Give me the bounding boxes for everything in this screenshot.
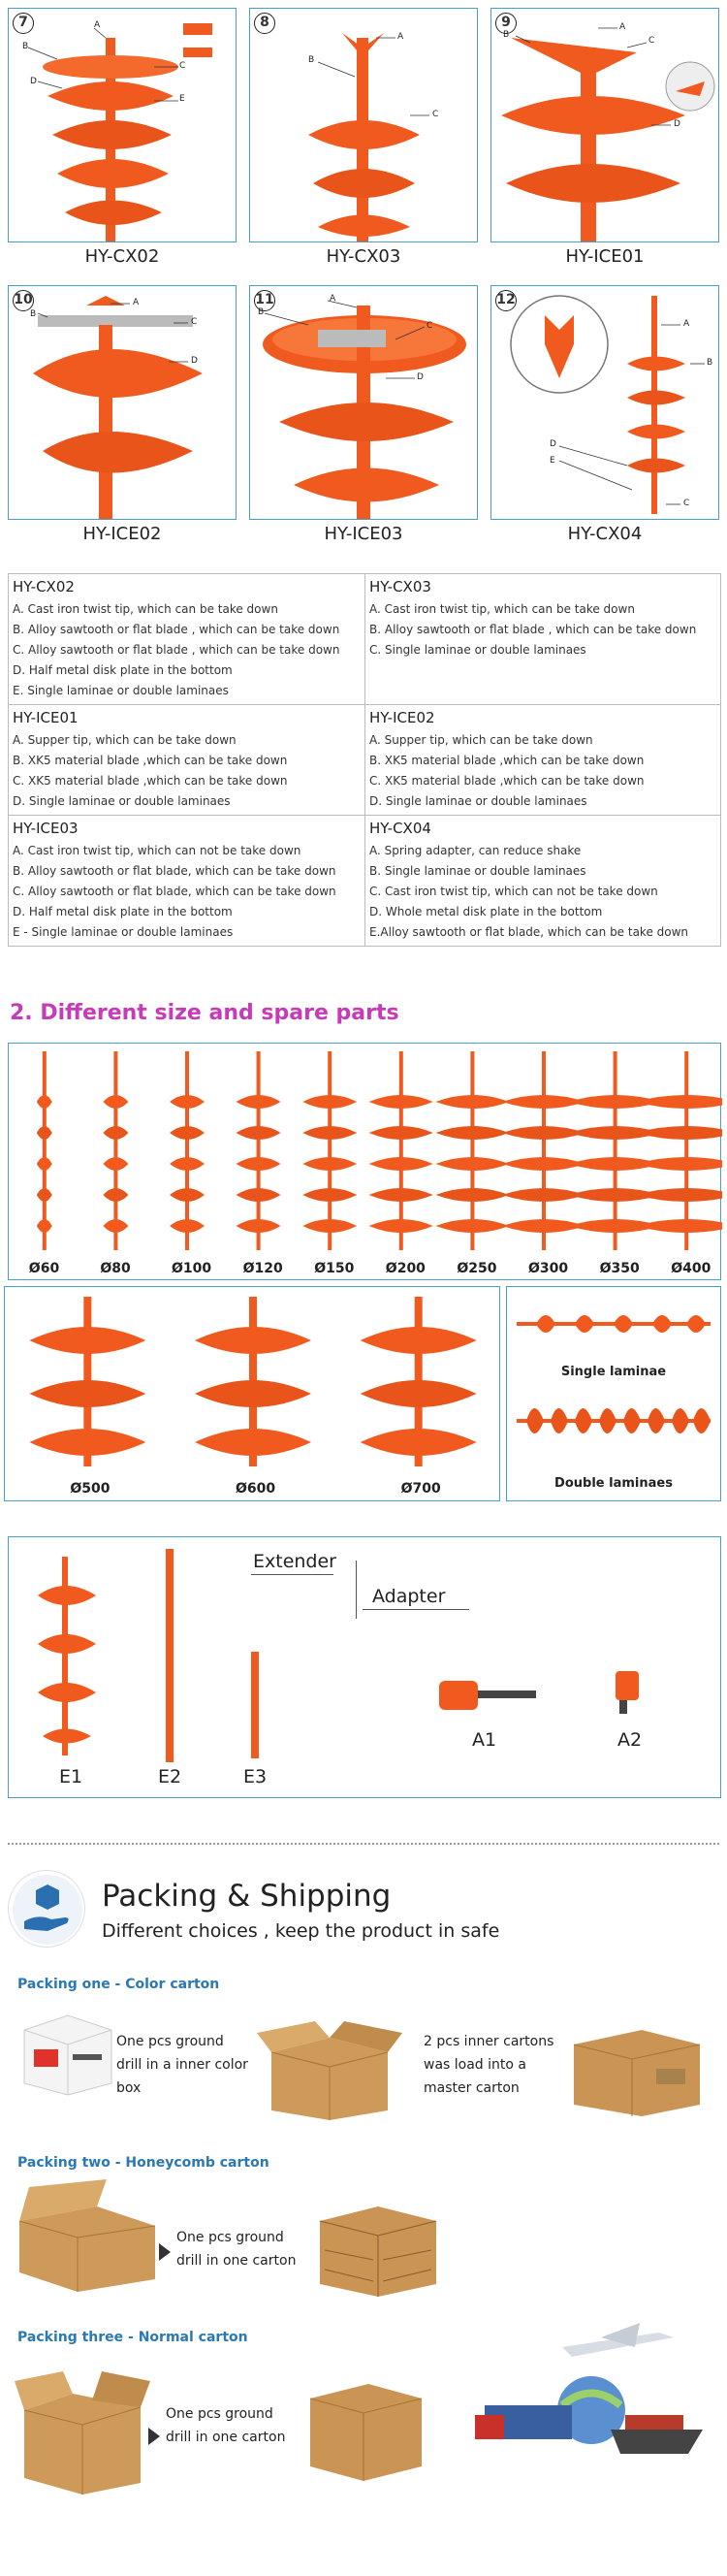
spec-model-title: HY-ICE01	[13, 709, 79, 726]
product-image-ice03	[249, 285, 478, 520]
spec-model-title: HY-ICE02	[369, 709, 435, 726]
size-label: Ø200	[385, 1261, 426, 1276]
large-auger-1	[29, 1297, 145, 1466]
auger-7	[435, 1051, 509, 1250]
size-label: Ø100	[172, 1261, 212, 1276]
product-image-cx02	[8, 8, 237, 242]
color-box-image	[15, 2006, 116, 2098]
hand-box-icon	[9, 1871, 86, 1948]
callout-c: C	[179, 61, 186, 71]
spec-model-title: HY-ICE03	[13, 820, 79, 837]
spec-model-title: HY-CX03	[369, 578, 431, 596]
spec-item: D. Half metal disk plate in the bottom	[13, 663, 233, 677]
normal-carton-image	[15, 2367, 150, 2497]
large-auger-illustration	[5, 1287, 501, 1502]
callout-c: C	[432, 110, 439, 119]
auger-9	[569, 1051, 662, 1250]
callout-b: B	[707, 358, 713, 368]
auger-illustration	[250, 9, 478, 242]
size-label: Ø300	[528, 1261, 569, 1276]
spec-cell	[364, 574, 720, 704]
product-card-cx04	[490, 285, 719, 557]
packing-three-heading: Packing three - Normal carton	[17, 2330, 248, 2345]
callout-c: C	[427, 321, 433, 331]
a2-label: A2	[617, 1729, 643, 1751]
callout-d: D	[417, 372, 424, 382]
callout-b: B	[503, 30, 510, 40]
card-number: 7	[13, 13, 34, 34]
packing-three-text: One pcs ground drill in one carton	[166, 2406, 286, 2445]
callout-a: A	[397, 32, 404, 42]
callout-c: C	[683, 499, 690, 508]
size-range-illustration	[9, 1044, 722, 1281]
master-carton-image	[564, 2025, 705, 2117]
spec-item: B. XK5 material blade ,which can be take down	[369, 754, 645, 767]
spec-item: A. Supper tip, which can be take down	[13, 733, 237, 747]
model-caption: HY-ICE03	[324, 524, 403, 544]
spec-item: D. Half metal disk plate in the bottom	[13, 905, 233, 918]
spec-item: C. XK5 material blade ,which can be take down	[13, 774, 288, 788]
product-card-ice01	[490, 8, 719, 279]
auger-10	[635, 1051, 722, 1250]
size-label: Ø700	[400, 1481, 441, 1497]
honeycomb-carton-image	[10, 2177, 170, 2294]
card-number: 11	[254, 290, 275, 311]
card-row-2	[8, 285, 719, 557]
auger-6	[369, 1051, 433, 1250]
spec-item: A. Spring adapter, can reduce shake	[369, 844, 582, 857]
size-label: Ø80	[100, 1261, 131, 1276]
accessories-panel	[8, 1536, 721, 1798]
auger-4	[237, 1051, 281, 1250]
spec-model-title: HY-CX04	[369, 820, 431, 837]
laminae-panel	[506, 1286, 721, 1501]
packing-one-text: One pcs ground drill in a inner color box	[116, 2034, 248, 2096]
extender-underline	[251, 1574, 333, 1575]
callout-e: E	[179, 94, 185, 104]
product-image-ice02	[8, 285, 237, 520]
spec-item: A. Cast iron twist tip, which can be take down	[13, 602, 278, 616]
callout-c: C	[648, 36, 655, 46]
auger-8	[502, 1051, 585, 1250]
spec-item: C. Single laminae or double laminaes	[369, 643, 586, 657]
packing-title: Packing & Shipping	[102, 1879, 392, 1914]
product-card-ice03	[249, 285, 478, 557]
spec-item: C. Alloy sawtooth or flat blade , which can be take down	[13, 643, 340, 657]
section-title: 2. Different size and spare parts	[10, 1001, 399, 1025]
size-range-panel	[8, 1043, 721, 1280]
spec-table	[8, 573, 721, 947]
callout-a: A	[94, 20, 101, 30]
spec-model-title: HY-CX02	[13, 578, 75, 596]
auger-2	[103, 1051, 128, 1250]
callout-b: B	[22, 42, 29, 51]
adapter-underline	[363, 1609, 469, 1610]
callout-b: B	[30, 309, 37, 319]
spec-item: B. Alloy sawtooth or flat blade , which can be take down	[369, 623, 697, 636]
callout-a: A	[330, 294, 336, 304]
callout-d: D	[550, 439, 556, 449]
spec-item: C. Cast iron twist tip, which can not be take down	[369, 885, 658, 898]
size-label: Ø350	[599, 1261, 640, 1276]
spec-row	[9, 816, 720, 946]
size-label: Ø60	[28, 1261, 60, 1276]
card-row-1	[8, 8, 719, 279]
spec-item: B. Alloy sawtooth or flat blade, which can be take down	[13, 864, 336, 878]
e1-label: E1	[59, 1766, 83, 1787]
adapter-label: Adapter	[372, 1586, 446, 1607]
callout-b: B	[258, 307, 265, 317]
product-image-cx03	[249, 8, 478, 242]
e3-label: E3	[243, 1766, 268, 1787]
accessories-illustration	[9, 1537, 722, 1799]
spec-item: E.Alloy sawtooth or flat blade, which can be take down	[369, 925, 689, 939]
callout-d: D	[30, 77, 37, 86]
product-cards	[8, 8, 719, 563]
large-auger-2	[195, 1297, 311, 1466]
spec-cell	[364, 816, 720, 946]
spec-item: D. Whole metal disk plate in the bottom	[369, 905, 603, 918]
callout-a: A	[683, 319, 690, 329]
card-number: 8	[254, 13, 275, 34]
spec-item: D. Single laminae or double laminaes	[369, 794, 587, 808]
callout-c: C	[191, 317, 198, 327]
card-number: 10	[13, 290, 34, 311]
spec-item: E. Single laminae or double laminaes	[13, 684, 229, 697]
model-caption: HY-CX03	[326, 246, 401, 267]
spec-item: E - Single laminae or double laminaes	[13, 925, 234, 939]
packing-two-text: One pcs ground drill in one carton	[176, 2230, 297, 2269]
a1-label: A1	[472, 1729, 497, 1751]
spec-item: A. Supper tip, which can be take down	[369, 733, 593, 747]
large-size-panel	[4, 1286, 500, 1501]
section-divider	[8, 1843, 719, 1845]
callout-b: B	[308, 55, 315, 65]
auger-1	[37, 1051, 52, 1250]
sealed-carton-image	[300, 2374, 427, 2486]
arrow-icon	[148, 2428, 160, 2445]
product-image-cx04	[490, 285, 719, 520]
size-label: Ø400	[671, 1261, 711, 1276]
size-label: Ø500	[70, 1481, 111, 1497]
extender-label: Extender	[253, 1551, 336, 1572]
spec-item: D. Single laminae or double laminaes	[13, 794, 231, 808]
product-card-cx02	[8, 8, 237, 279]
callout-d: D	[191, 356, 198, 366]
spec-cell	[9, 705, 364, 815]
single-laminae-label: Single laminae	[560, 1365, 667, 1379]
spec-cell	[9, 816, 364, 946]
shipping-logistics-image	[465, 2323, 717, 2459]
card-number: 12	[495, 290, 517, 311]
divider	[356, 1561, 357, 1619]
wood-crate-image	[310, 2192, 441, 2299]
model-caption: HY-CX04	[567, 524, 643, 544]
spec-item: C. Alloy sawtooth or flat blade, which can be take down	[13, 885, 336, 898]
auger-illustration	[9, 286, 237, 520]
packing-two-heading: Packing two - Honeycomb carton	[17, 2155, 269, 2171]
spec-cell	[9, 574, 364, 704]
spec-row	[9, 705, 720, 816]
packing-subtitle: Different choices , keep the product in safe	[102, 1920, 500, 1942]
spec-item: A. Cast iron twist tip, which can be take down	[369, 602, 635, 616]
spec-cell	[364, 705, 720, 815]
large-auger-3	[361, 1297, 477, 1466]
model-caption: HY-CX02	[84, 246, 160, 267]
product-image-ice01	[490, 8, 719, 242]
spec-row	[9, 574, 720, 705]
packing-one-heading: Packing one - Color carton	[17, 1977, 220, 1992]
shipping-badge	[8, 1870, 85, 1948]
callout-a: A	[133, 298, 140, 307]
laminae-illustration	[507, 1287, 722, 1502]
size-label: Ø250	[457, 1261, 497, 1276]
product-card-ice02	[8, 285, 237, 557]
card-number: 9	[495, 13, 517, 34]
auger-illustration	[250, 286, 478, 520]
spec-item: C. XK5 material blade ,which can be take down	[369, 774, 645, 788]
spec-item: B. Single laminae or double laminaes	[369, 864, 586, 878]
auger-3	[170, 1051, 205, 1250]
callout-e: E	[550, 456, 555, 466]
auger-5	[302, 1051, 357, 1250]
callout-a: A	[619, 22, 626, 32]
spec-item: B. Alloy sawtooth or flat blade , which can be take down	[13, 623, 340, 636]
size-label: Ø120	[242, 1261, 283, 1276]
double-laminae-label: Double laminaes	[554, 1476, 673, 1491]
product-card-cx03	[249, 8, 478, 279]
packing-one-master-text: 2 pcs inner cartons was load into a master carton	[424, 2034, 554, 2096]
auger-illustration	[9, 9, 237, 242]
auger-illustration	[491, 9, 719, 242]
size-label: Ø600	[236, 1481, 276, 1497]
size-label: Ø150	[314, 1261, 355, 1276]
e2-label: E2	[158, 1766, 182, 1787]
arrow-icon	[159, 2243, 171, 2261]
model-caption: HY-ICE02	[82, 524, 162, 544]
inner-carton-image	[252, 2013, 407, 2120]
model-caption: HY-ICE01	[565, 246, 645, 267]
spec-item: A. Cast iron twist tip, which can not be take down	[13, 844, 301, 857]
callout-d: D	[674, 119, 680, 129]
spec-item: B. XK5 material blade ,which can be take down	[13, 754, 288, 767]
